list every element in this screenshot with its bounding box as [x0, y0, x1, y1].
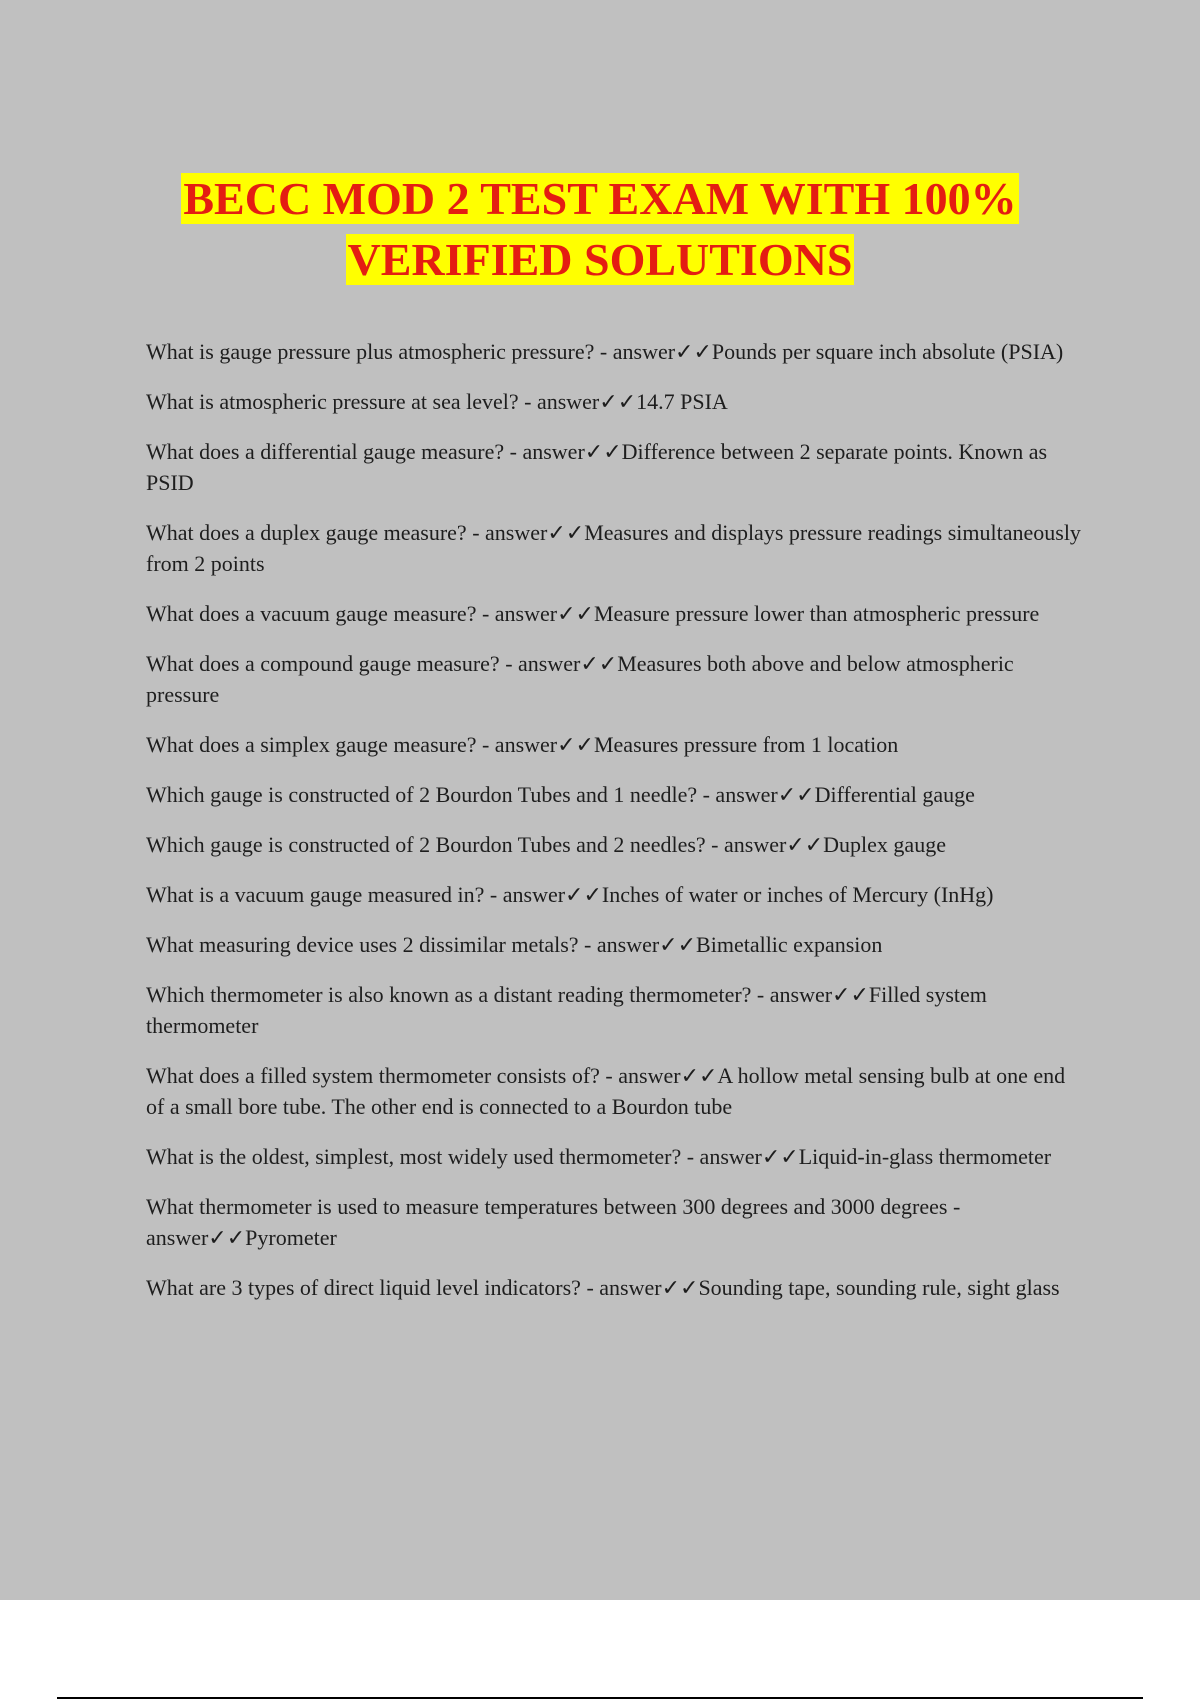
question-answer-item: What is gauge pressure plus atmospheric pressure? - answer✓✓Pounds per square inch absolute (PSIA): [146, 339, 1064, 364]
question-answer-item: What does a vacuum gauge measure? - answer✓✓Measure pressure lower than atmospheric pressure: [146, 601, 1040, 626]
question-answer-item: What is the oldest, simplest, most widely used thermometer? - answer✓✓Liquid-in-glass thermometer: [146, 1144, 1052, 1169]
question-answer-item: What does a filled system thermometer consists of? - answer✓✓A hollow metal sensing bulb at one end of a small bore tube. The other end is connected to a Bourdon tube: [146, 1063, 1066, 1119]
question-answer-item: What is a vacuum gauge measured in? - answer✓✓Inches of water or inches of Mercury (InHg): [146, 882, 994, 907]
question-answer-item: What does a differential gauge measure? - answer✓✓Difference between 2 separate points. Known as PSID: [146, 439, 1048, 495]
title-line-1: BECC MOD 2 TEST EXAM WITH 100%: [183, 173, 1017, 224]
question-answer-list: [146, 336, 1086, 1322]
question-answer-item: What does a duplex gauge measure? - answer✓✓Measures and displays pressure readings simultaneously from 2 points: [146, 520, 1081, 576]
question-answer-item: What does a compound gauge measure? - answer✓✓Measures both above and below atmospheric pressure: [146, 651, 1014, 707]
document-title: [0, 168, 1200, 290]
question-answer-item: What are 3 types of direct liquid level indicators? - answer✓✓Sounding tape, sounding rule, sight glass: [146, 1275, 1060, 1300]
question-answer-item: What measuring device uses 2 dissimilar metals? - answer✓✓Bimetallic expansion: [146, 932, 883, 957]
bottom-divider: [57, 1697, 1143, 1699]
title-line-2: VERIFIED SOLUTIONS: [347, 234, 853, 285]
question-answer-item: What is atmospheric pressure at sea level? - answer✓✓14.7 PSIA: [146, 389, 728, 414]
question-answer-item: Which gauge is constructed of 2 Bourdon Tubes and 1 needle? - answer✓✓Differential gauge: [146, 782, 975, 807]
question-answer-item: Which gauge is constructed of 2 Bourdon Tubes and 2 needles? - answer✓✓Duplex gauge: [146, 832, 946, 857]
question-answer-item: Which thermometer is also known as a distant reading thermometer? - answer✓✓Filled system thermometer: [146, 982, 987, 1038]
question-answer-item: What thermometer is used to measure temperatures between 300 degrees and 3000 degrees - answer✓✓Pyrometer: [146, 1194, 961, 1250]
question-answer-item: What does a simplex gauge measure? - answer✓✓Measures pressure from 1 location: [146, 732, 899, 757]
